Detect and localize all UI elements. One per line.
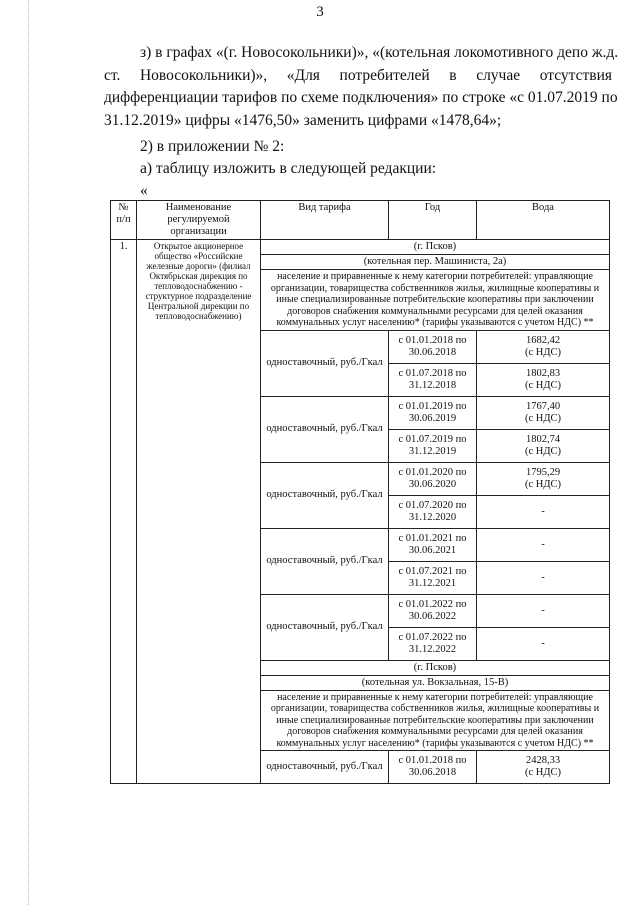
tariff-period: с 01.01.2021 по 30.06.2021 [389,528,477,561]
tariff-value-cell [477,363,610,396]
paragraph-line: 31.12.2019» цифры «1476,50» заменить цифрами «1478,64»; [104,111,502,129]
tariff-vat-note: (с НДС) [524,445,562,457]
row-number: 1. [111,240,137,784]
tariff-type: одноставочный, руб./Гкал [261,462,389,528]
paragraph-line: з) в графах «(г. Новосокольники)», «(котельная локомотивного депо ж.д. [140,44,619,61]
tariff-vat-note: (с НДС) [524,379,562,391]
paragraph-line: дифференциации тарифов по схеме подключения» по строке «с 01.07.2019 по [104,89,618,106]
tariff-value: 2428,33 [525,755,561,766]
tariff-type: одноставочный, руб./Гкал [261,528,389,594]
tariff-value-cell [477,495,610,528]
tariff-vat-note: (с НДС) [524,478,562,490]
tariff-value: 1682,42 [525,334,561,346]
tariff-vat-note: (с НДС) [524,767,562,778]
tariff-period: с 01.07.2020 по 31.12.2020 [389,495,477,528]
tariff-value: - [541,637,545,649]
tariff-type: одноставочный, руб./Гкал [261,594,389,660]
table-body [111,240,610,784]
header-org: Наименование регулируемой организации [137,201,261,240]
table-intro-paragraph: а) таблицу изложить в следующей редакции: [140,160,437,177]
tariff-period: с 01.07.2021 по 31.12.2021 [389,561,477,594]
tariff-type: одноставочный, руб./Гкал [261,396,389,462]
tariff-value: 1767,40 [525,400,561,412]
boiler-label: (котельная пер. Машиниста, 2а) [261,255,610,270]
tariff-value-cell [477,751,610,784]
consumer-category: население и приравненные к нему категории потребителей: управляющие организации, товарищества собственников жилья, жилищные кооперативы и иные специализированные потребительские кооперативы при заключении договоров снабжения коммунальными ресурсами для целей оказания коммунальных услуг населению* (тарифы указываются с учетом НДС) ** [261,690,610,751]
organization-name: Открытое акционерное общество «Российские железные дороги» (филиал Октябрьская дирекция по тепловодоснабжению - структурное подразделение Центральной дирекции по тепловодоснабжению) [137,240,261,784]
tariff-value: - [541,505,545,517]
tariff-value-cell [477,627,610,660]
tariff-value-cell [477,429,610,462]
tariff-period: с 01.01.2022 по 30.06.2022 [389,594,477,627]
tariff-value: 1802,74 [525,433,561,445]
consumer-category: население и приравненные к нему категории потребителей: управляющие организации, товарищества собственников жилья, жилищные кооперативы и иные специализированные потребительские кооперативы при заключении договоров снабжения коммунальными ресурсами для целей оказания коммунальных услуг населению* (тарифы указываются с учетом НДС) ** [261,270,610,331]
tariff-period: с 01.01.2020 по 30.06.2020 [389,462,477,495]
tariff-period: с 01.01.2018 по 30.06.2018 [389,751,477,784]
amendment-paragraph [104,42,619,132]
tariff-period: с 01.01.2019 по 30.06.2019 [389,396,477,429]
paragraph-line: ст. Новосокольники)», «Для потребителей в случае отсутствия [104,66,612,84]
table-row [111,240,610,255]
tariff-value-cell [477,528,610,561]
tariff-value: - [541,571,545,583]
open-quote: « [140,182,148,199]
tariff-value-cell [477,396,610,429]
tariff-value-cell [477,462,610,495]
tariff-value-cell [477,594,610,627]
page-number: 3 [316,4,324,20]
tariff-value-cell [477,330,610,363]
tariff-vat-note: (с НДС) [524,346,562,358]
tariff-vat-note: (с НДС) [524,412,562,424]
boiler-label: (котельная ул. Вокзальная, 15-В) [261,675,610,690]
tariff-value: 1795,29 [525,466,561,478]
scan-margin [0,0,29,905]
tariff-value: - [541,538,545,550]
header-tariff-type: Вид тарифа [261,201,389,240]
tariff-period: с 01.07.2022 по 31.12.2022 [389,627,477,660]
tariff-period: с 01.01.2018 по 30.06.2018 [389,330,477,363]
tariff-table [110,200,610,784]
tariff-type: одноставочный, руб./Гкал [261,330,389,396]
table-header-row [111,201,610,240]
city-label: (г. Псков) [261,240,610,255]
header-year: Год [389,201,477,240]
tariff-type: одноставочный, руб./Гкал [261,751,389,784]
header-num: № п/п [111,201,137,240]
tariff-period: с 01.07.2018 по 31.12.2018 [389,363,477,396]
city-label: (г. Псков) [261,660,610,675]
tariff-value-cell [477,561,610,594]
tariff-period: с 01.07.2019 по 31.12.2019 [389,429,477,462]
tariff-value: 1802,83 [525,367,561,379]
header-water: Вода [477,201,610,240]
appendix-paragraph: 2) в приложении № 2: [140,138,285,155]
tariff-value: - [541,604,545,616]
